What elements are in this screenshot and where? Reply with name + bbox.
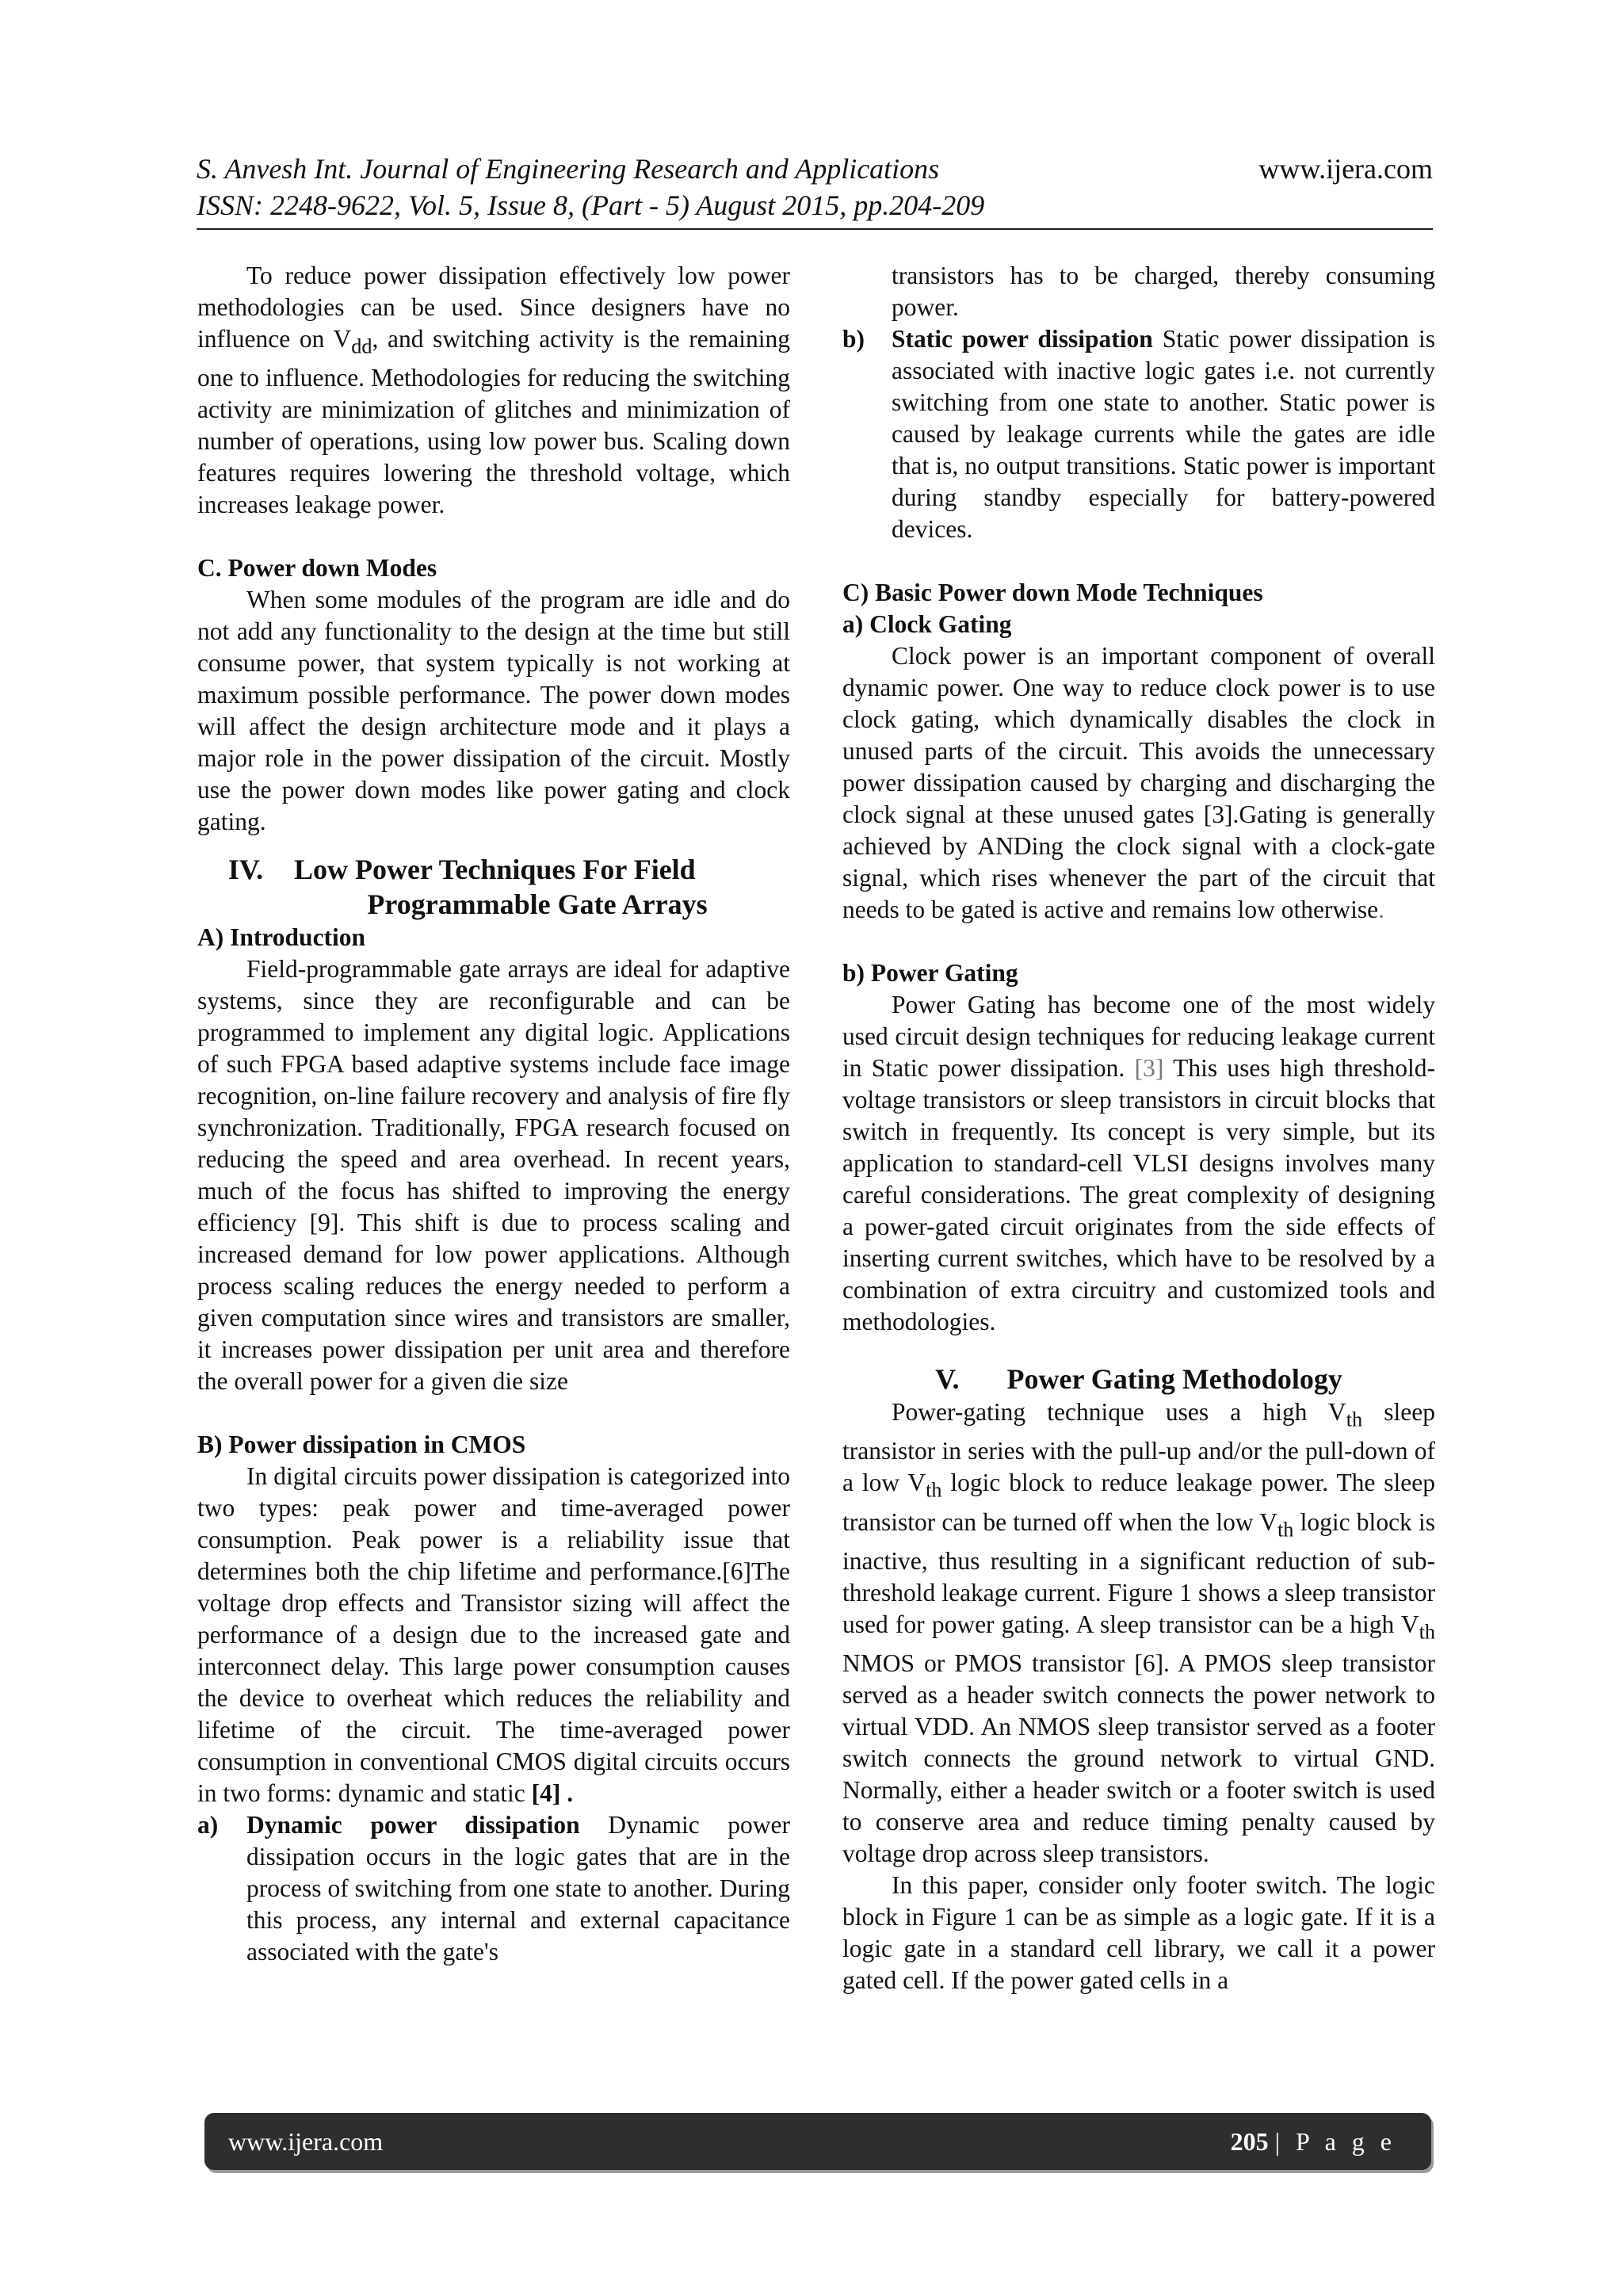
running-header [197, 151, 1433, 223]
list-item-dynamic-power-continued: transistors has to be charged, thereby consuming power. [892, 262, 1435, 321]
section-iv-title: IV. Low Power Techniques For Field Programmable Gate Arrays [197, 852, 790, 922]
citation-link: [3] [1134, 1054, 1164, 1082]
power-gating-paragraph: Power Gating has become one of the most widely used circuit design techniques for reducing leakage current in Static power dissipation. [3] This uses high threshold-voltage transistors or sleep transistors in circuit blocks that switch in frequently. Its concept is very simple, but its application to standard-cell VLSI designs involves many careful considerations. The great complexity of designing a power-gated circuit originates from the side effects of inserting current switches, which have to be resolved by a combination of extra circuitry and customized tools and methodologies. [842, 991, 1435, 1335]
page-number: 205 | P a g e [1230, 2126, 1396, 2156]
right-column [842, 260, 1435, 1996]
section-c-heading: C. Power down Modes [197, 554, 437, 583]
issn-line: ISSN: 2248-9622, Vol. 5, Issue 8, (Part - 5) August 2015, pp.204-209 [197, 189, 985, 221]
section-v-title: V. Power Gating Methodology [935, 1363, 1342, 1395]
subsection-a-heading: A) Introduction [197, 923, 366, 952]
list-item-dynamic-power: a) Dynamic power dissipation Dynamic power dissipation occurs in the logic gates that are in the process of switching from one state to another. During this process, any internal and external capacitance associated with the gate's [197, 1811, 791, 1966]
subsection-b-heading: B) Power dissipation in CMOS [197, 1431, 526, 1459]
section-c-paragraph: When some modules of the program are idle and do not add any functionality to the design at the time but still consume power, that system typically is not working at maximum possible performance. The power down modes will affect the design architecture mode and it plays a major role in the power dissipation of the circuit. Mostly use the power down modes like power gating and clock gating. [197, 586, 790, 836]
section-v-paragraph-2: In this paper, consider only footer switch. The logic block in Figure 1 can be as simple as a logic gate. If it is a logic gate in a standard cell library, we call it a power gated cell. If the power gated cells in a [842, 1871, 1435, 1995]
section-v-paragraph-1: Power-gating technique uses a high $V_{th}$ sleep transistor in series with the pull-up and/or the pull-down of a low $V_{th}$ logic block to reduce leakage power. The sleep transistor can be turned off when the low $V_{th}$ logic block is inactive, thus resulting in a significant reduction of sub-threshold leakage current. Figure 1 shows a sleep transistor used for power gating. A sleep transistor can be a high $V_{th}$ NMOS or PMOS transistor [6]. A PMOS sleep transistor served as a header switch connects the power network to virtual VDD. An NMOS sleep transistor served as a footer switch connects the ground network to virtual GND. Normally, either a header switch or a footer switch is used to conserve area and reduce timing penalty caused by voltage drop across sleep transistors. [842, 1398, 1435, 1868]
header-rule [197, 228, 1433, 230]
subsection-b-paragraph: In digital circuits power dissipation is categorized into two types: peak power and time-averaged power consumption. Peak power is a reliability issue that determines both the chip lifetime and performance.[6]The voltage drop effects and Transistor sizing will affect the performance of a design due to the increased gate and interconnect delay. This large power consumption causes the device to overheat which reduces the reliability and lifetime of the circuit. The time-averaged power consumption in conventional CMOS digital circuits occurs in two forms: dynamic and static [4] . [197, 1462, 790, 1808]
footer-website: www.ijera.com [228, 2126, 384, 2156]
page-footer [204, 2113, 1431, 2170]
header-website: www.ijera.com [1258, 153, 1433, 185]
section-iv-number: IV. [227, 854, 264, 886]
clock-gating-heading: a) Clock Gating [842, 610, 1012, 638]
clock-gating-paragraph: Clock power is an important component of overall dynamic power. One way to reduce clock power is to use clock gating, which dynamically disables the clock in unused parts of the circuit. This avoids the unnecessary power dissipation caused by charging and discharging the clock signal at these unused gates [3].Gating is generally achieved by ANDing the clock signal with a clock-gate signal, which rises whenever the part of the circuit that needs to be gated is active and remains low otherwise. [842, 642, 1435, 923]
section-v-number: V. [935, 1363, 960, 1395]
list-item-static-power: b) Static power dissipation Static power dissipation is associated with inactive logic gates i.e. not currently switching from one state to another. Static power is caused by leakage currents while the gates are idle that is, no output transitions. Static power is important during standby especially for battery-powered devices. [842, 325, 1435, 543]
section-c-techniques-heading: C) Basic Power down Mode Techniques [842, 579, 1263, 606]
power-gating-heading: b) Power Gating [842, 959, 1018, 987]
subsection-a-paragraph: Field-programmable gate arrays are ideal for adaptive systems, since they are reconfigurable and can be programmed to implement any digital logic. Applications of such FPGA based adaptive systems include face image recognition, on-line failure recovery and analysis of fire fly synchronization. Traditionally, FPGA research focused on reducing the speed and area overhead. In recent years, much of the focus has shifted to improving the energy efficiency [9]. This shift is due to process scaling and increased demand for low power applications. Although process scaling reduces the energy needed to perform a given computation since wires and transistors are smaller, it increases power dissipation per unit area and therefore the overall power for a given die size [197, 955, 790, 1396]
intro-paragraph: To reduce power dissipation effectively low power methodologies can be used. Since designers have no influence on $V_{dd}$, and switching activity is the remaining one to influence. Methodologies for reducing the switching activity are minimization of glitches and minimization of number of operations, using low power bus. Scaling down features requires lowering the threshold voltage, which increases leakage power. [197, 262, 790, 519]
left-column [197, 260, 790, 1968]
journal-title: S. Anvesh Int. Journal of Engineering Research and Applications [197, 153, 940, 185]
